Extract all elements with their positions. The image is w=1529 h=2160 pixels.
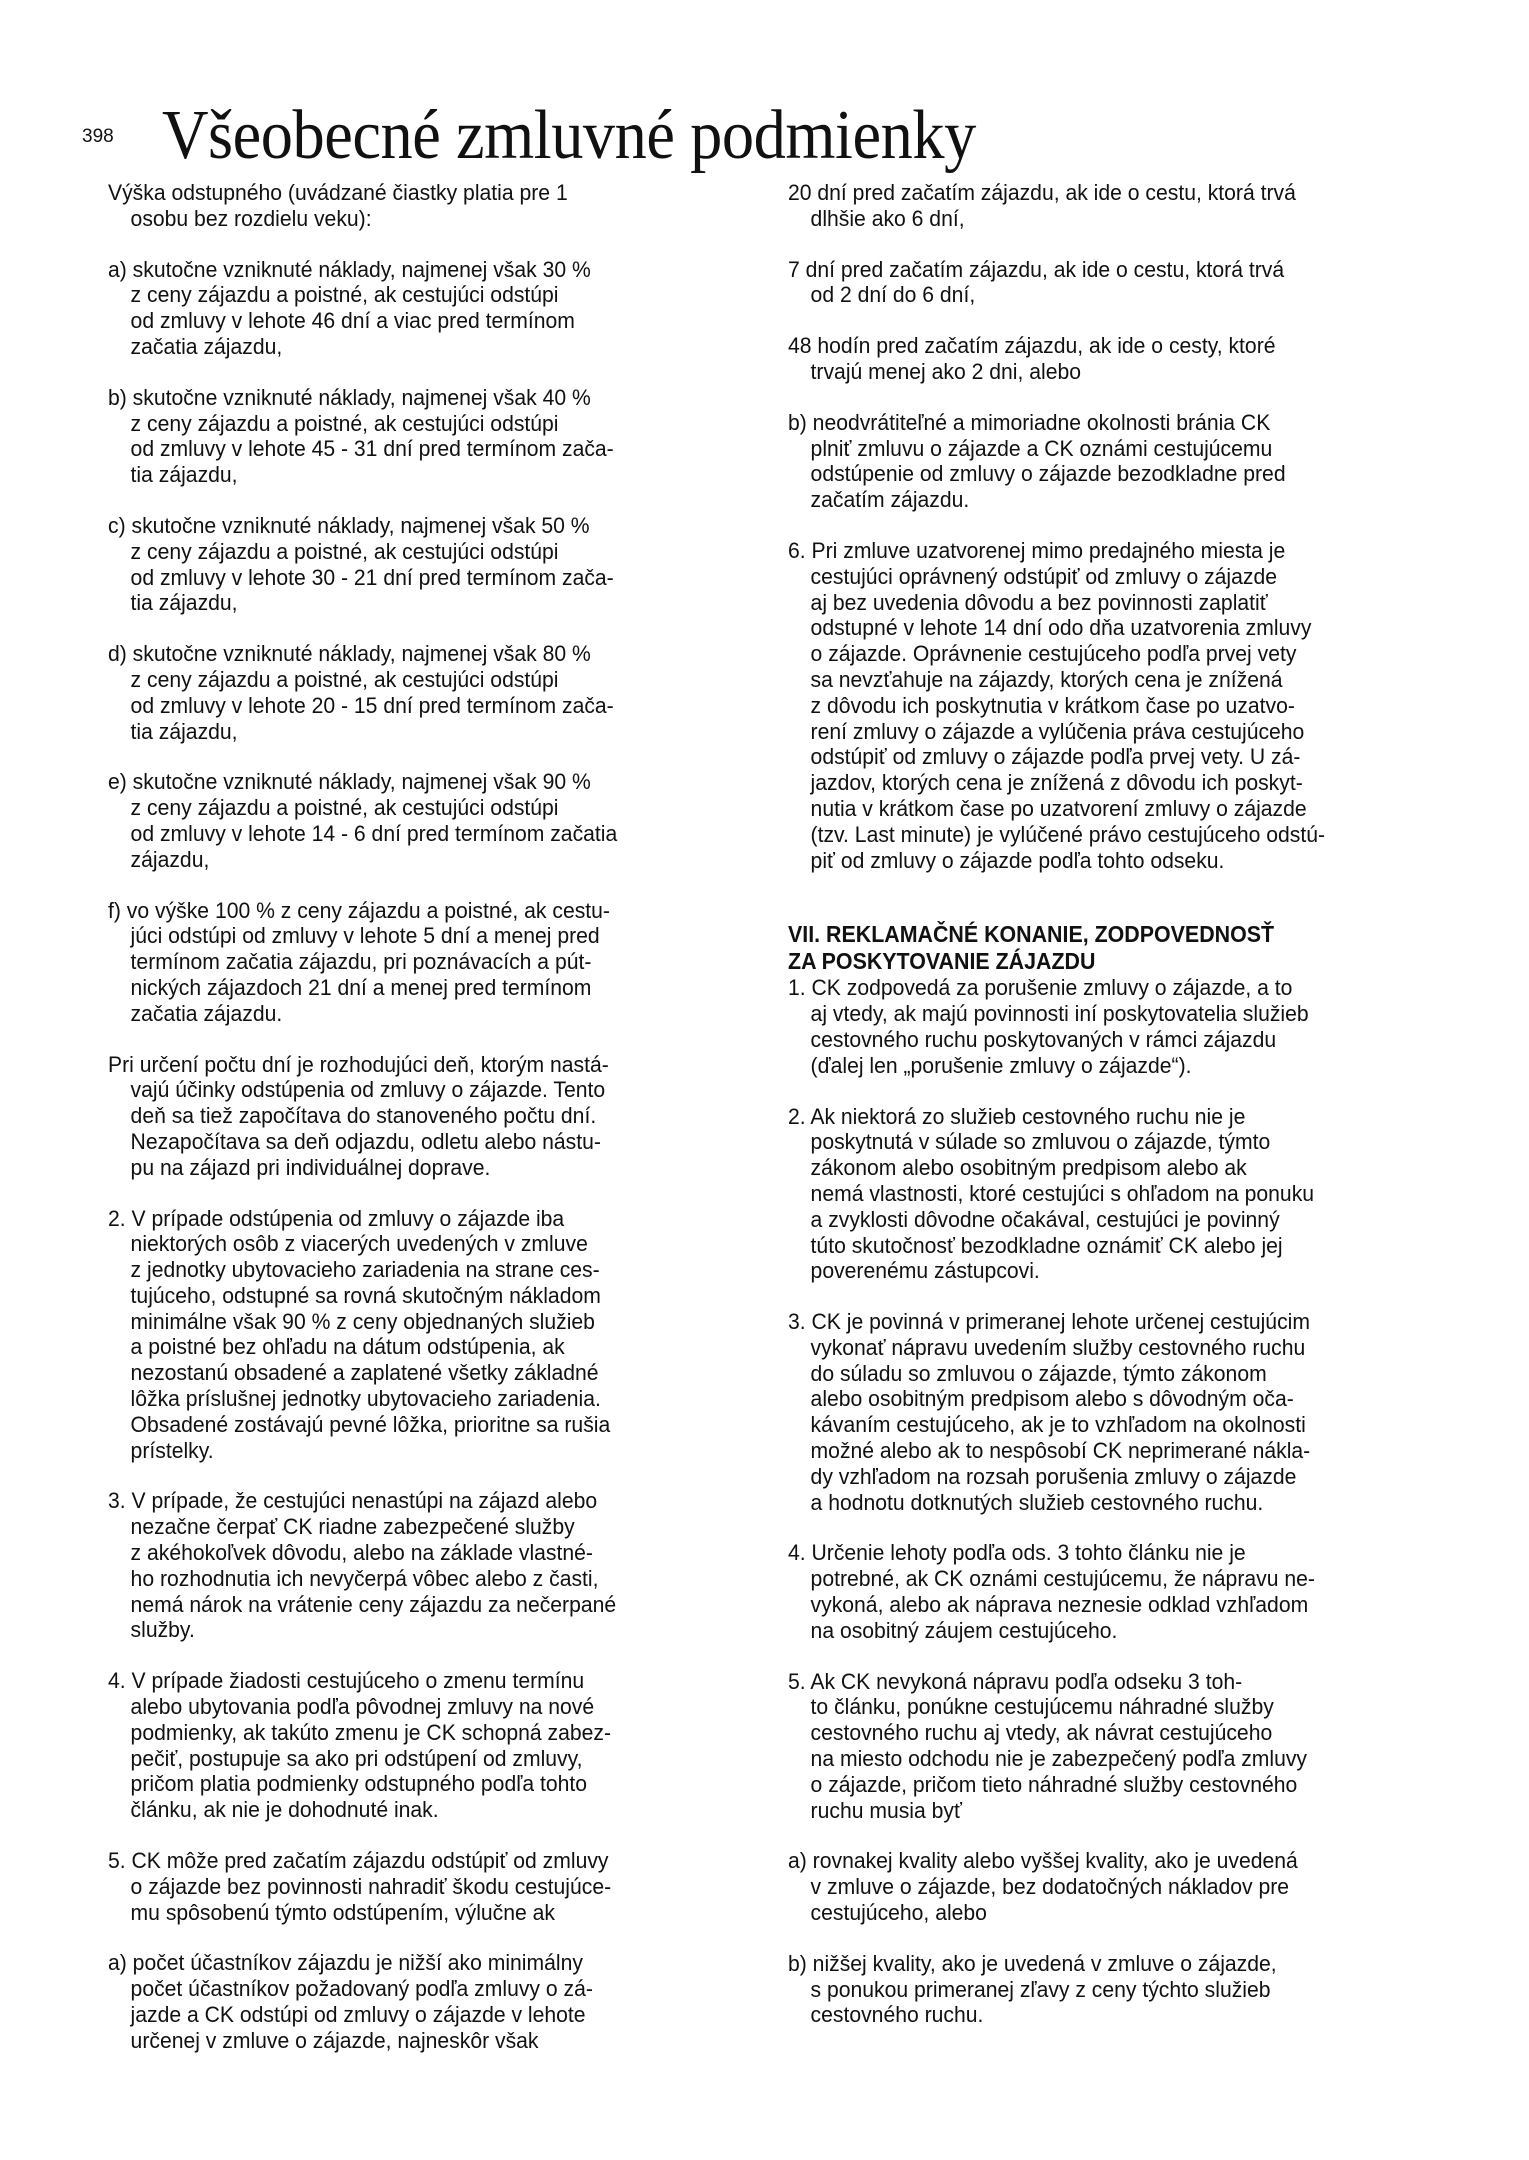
text-line: minimálne však 90 % z ceny objednaných služieb [130, 1308, 595, 1334]
paragraph [788, 975, 1468, 1078]
text-line: osobu bez rozdielu veku): [130, 205, 372, 231]
text-line: nemá nárok na vrátenie ceny zájazdu za nečerpané [130, 1591, 617, 1617]
text-line: a poistné bez ohľadu na dátum odstúpenia, ak [130, 1334, 565, 1360]
text-line: článku, ak nie je dohodnuté inak. [130, 1797, 439, 1823]
text-line: 7 dní pred začatím zájazdu, ak ide o cestu, ktorá trvá [788, 256, 1285, 282]
paragraph [108, 513, 788, 616]
text-line: 4. V prípade žiadosti cestujúceho o zmenu termínu [108, 1668, 585, 1694]
text-line: v zmluve o zájazde, bez dodatočných nákladov pre [810, 1874, 1290, 1900]
paragraph [108, 1206, 788, 1464]
text-line: jazdov, ktorých cena je znížená z dôvodu ich poskyt- [810, 770, 1303, 796]
text-line: kávaním cestujúceho, ak je to vzhľadom na okolnosti [810, 1412, 1306, 1438]
text-line: 2. V prípade odstúpenia od zmluvy o zájazde iba [108, 1205, 565, 1231]
text-line: potrebné, ak CK oznámi cestujúcemu, že nápravu ne- [810, 1566, 1315, 1592]
text-line: z ceny zájazdu a poistné, ak cestujúci odstúpi [130, 282, 559, 308]
paragraph [108, 180, 788, 232]
text-line: z ceny zájazdu a poistné, ak cestujúci odstúpi [130, 538, 559, 564]
text-line: rení zmluvy o zájazde a vylúčenia práva cestujúceho [810, 718, 1305, 744]
text-line: ho rozhodnutia ich nevyčerpá vôbec alebo z časti, [130, 1565, 599, 1591]
text-line: júci odstúpi od zmluvy v lehote 5 dní a menej pred [130, 923, 600, 949]
text-line: to článku, ponúkne cestujúcemu náhradné služby [810, 1694, 1274, 1720]
page-number: 398 [82, 126, 114, 147]
text-line: Nezapočítava sa deň odjazdu, odletu alebo nástu- [130, 1128, 601, 1154]
text-line: z ceny zájazdu a poistné, ak cestujúci odstúpi [130, 666, 559, 692]
paragraph [788, 1951, 1468, 2028]
text-line: 4. Určenie lehoty podľa ods. 3 tohto článku nie je [788, 1540, 1246, 1566]
text-line: počet účastníkov požadovaný podľa zmluvy o zá- [130, 1976, 593, 2002]
text-line: ruchu musia byť [810, 1797, 962, 1823]
text-line: dlhšie ako 6 dní, [810, 205, 965, 231]
text-line: vykoná, alebo ak náprava neznesie odklad vzhľadom [810, 1592, 1309, 1618]
text-line: prístelky. [130, 1437, 214, 1463]
text-line: (tzv. Last minute) je vylúčené právo cestujúceho odstú- [810, 821, 1326, 847]
text-line: zákonom alebo osobitným predpisom alebo ak [810, 1155, 1247, 1181]
text-line: a) rovnakej kvality alebo vyššej kvality, ako je uvedená [788, 1848, 1298, 1874]
text-line: alebo ubytovania podľa pôvodnej zmluvy na nové [130, 1694, 595, 1720]
text-line: zájazdu, [130, 846, 210, 872]
paragraph [108, 1848, 788, 1925]
paragraph [108, 1950, 788, 2053]
text-line: od 2 dní do 6 dní, [810, 282, 976, 308]
text-line: VII. REKLAMAČNÉ KONANIE, ZODPOVEDNOSŤ [788, 921, 1275, 948]
text-line: cestovného ruchu poskytovaných v rámci zájazdu [810, 1026, 1277, 1052]
text-line: služby. [130, 1617, 195, 1643]
text-line: túto skutočnosť bezodkladne oznámiť CK alebo jej [810, 1232, 1283, 1258]
paragraph [108, 1668, 788, 1823]
paragraph [788, 333, 1468, 385]
text-line: trvajú menej ako 2 dni, alebo [810, 358, 1081, 384]
text-line: lôžka príslušnej jednotky ubytovacieho zariadenia. [130, 1386, 601, 1412]
text-line: 5. Ak CK nevykoná nápravu podľa odseku 3 toh- [788, 1668, 1243, 1694]
text-line: z dôvodu ich poskytnutia v krátkom čase po uzatvo- [810, 692, 1295, 718]
text-line: b) nižšej kvality, ako je uvedená v zmluve o zájazde, [788, 1950, 1277, 1976]
text-line: cestujúci oprávnený odstúpiť od zmluvy o zájazde [810, 563, 1278, 589]
text-line: od zmluvy v lehote 45 - 31 dní pred termínom zača- [130, 436, 614, 462]
text-line: cestovného ruchu. [810, 2002, 984, 2028]
paragraph [108, 257, 788, 360]
text-line: f) vo výške 100 % z ceny zájazdu a poistné, ak cestu- [108, 897, 610, 923]
text-line: a hodnotu dotknutých služieb cestovného ruchu. [810, 1489, 1264, 1515]
text-line: poskytnutá v súlade so zmluvou o zájazde, týmto [810, 1129, 1271, 1155]
text-line: od zmluvy v lehote 30 - 21 dní pred termínom zača- [130, 564, 614, 590]
paragraph [108, 1488, 788, 1643]
text-line: 6. Pri zmluve uzatvorenej mimo predajného miesta je [788, 537, 1286, 563]
paragraph [108, 898, 788, 1027]
paragraph [788, 410, 1468, 513]
text-line: a) počet účastníkov zájazdu je nižší ako minimálny [108, 1950, 583, 1976]
text-line: b) skutočne vzniknuté náklady, najmenej však 40 % [108, 384, 591, 410]
text-line: určenej v zmluve o zájazde, najneskôr však [130, 2027, 539, 2053]
text-line: e) skutočne vzniknuté náklady, najmenej však 90 % [108, 769, 591, 795]
paragraph [788, 1669, 1468, 1824]
text-line: vykonať nápravu uvedením služby cestovného ruchu [810, 1334, 1306, 1360]
paragraph [108, 385, 788, 488]
text-line: c) skutočne vzniknuté náklady, najmenej však 50 % [108, 512, 590, 538]
paragraph [788, 1309, 1468, 1515]
text-line: od zmluvy v lehote 14 - 6 dní pred termínom začatia [130, 820, 618, 846]
text-line: z jednotky ubytovacieho zariadenia na strane ces- [130, 1257, 600, 1283]
text-line: 3. CK je povinná v primeranej lehote určenej cestujúcim [788, 1309, 1310, 1335]
text-line: z ceny zájazdu a poistné, ak cestujúci odstúpi [130, 795, 559, 821]
text-line: 2. Ak niektorá zo služieb cestovného ruchu nie je [788, 1103, 1246, 1129]
page-title: Všeobecné zmluvné podmienky [162, 97, 976, 174]
text-line: alebo osobitným predpisom alebo s dôvodným oča- [810, 1386, 1294, 1412]
text-line: tia zájazdu, [130, 590, 238, 616]
paragraph [108, 1052, 788, 1181]
text-line: začatím zájazdu. [810, 487, 970, 513]
text-line: nutia v krátkom čase po uzatvorení zmluvy o zájazde [810, 795, 1307, 821]
text-line: nezostanú obsadené a zaplatené všetky základné [130, 1360, 599, 1386]
paragraph [788, 1540, 1468, 1643]
text-line: Obsadené zostávajú pevné lôžka, prioritne sa rušia [130, 1411, 611, 1437]
text-line: Pri určení počtu dní je rozhodujúci deň, ktorým nastá- [108, 1051, 609, 1077]
text-line: a zvyklosti dôvodne očakával, cestujúci je povinný [810, 1206, 1280, 1232]
text-line: o zájazde bez povinnosti nahradiť škodu cestujúce- [130, 1873, 612, 1899]
text-line: začatia zájazdu, [130, 333, 283, 359]
text-line: odstúpenie od zmluvy o zájazde bezodkladne pred [810, 461, 1286, 487]
text-line: o zájazde. Oprávnenie cestujúceho podľa prvej vety [810, 641, 1297, 667]
paragraph [788, 180, 1468, 232]
text-line: možné alebo ak to nespôsobí CK neprimerané nákla- [810, 1438, 1311, 1464]
text-line: 48 hodín pred začatím zájazdu, ak ide o cesty, ktoré [788, 333, 1276, 359]
paragraph [788, 257, 1468, 309]
text-line: 5. CK môže pred začatím zájazdu odstúpiť od zmluvy [108, 1848, 609, 1874]
text-line: na osobitný záujem cestujúceho. [810, 1617, 1118, 1643]
right-column [788, 180, 1468, 2053]
text-line: aj bez uvedenia dôvodu a bez povinnosti zaplatiť [810, 589, 1268, 615]
text-line: cestujúceho, alebo [810, 1900, 987, 1926]
text-line: 1. CK zodpovedá za porušenie zmluvy o zájazde, a to [788, 975, 1293, 1001]
text-line: na miesto odchodu nie je zabezpečený podľa zmluvy [810, 1746, 1308, 1772]
text-line: termínom začatia zájazdu, pri poznávacích a pút- [130, 949, 592, 975]
text-line: tia zájazdu, [130, 718, 238, 744]
text-line: ZA POSKYTOVANIE ZÁJAZDU [788, 948, 1096, 975]
text-line: odstúpiť od zmluvy o zájazde podľa prvej vety. U zá- [810, 744, 1301, 770]
text-line: b) neodvrátiteľné a mimoriadne okolnosti bránia CK [788, 409, 1271, 435]
text-line: pečiť, postupuje sa ako pri odstúpení od zmluvy, [130, 1745, 583, 1771]
text-line: tia zájazdu, [130, 462, 238, 488]
text-line: Výška odstupného (uvádzané čiastky platia pre 1 [108, 180, 568, 205]
text-line: nemá vlastnosti, ktoré cestujúci s ohľadom na ponuku [810, 1180, 1315, 1206]
text-line: a) skutočne vzniknuté náklady, najmenej však 30 % [108, 256, 591, 282]
text-line: pu na zájazd pri individuálnej doprave. [130, 1154, 491, 1180]
paragraph [788, 1848, 1468, 1925]
text-line: mu spôsobenú týmto odstúpením, výlučne ak [130, 1899, 555, 1925]
text-line: nezačne čerpať CK riadne zabezpečené služby [130, 1514, 575, 1540]
text-line: do súladu so zmluvou o zájazde, týmto zákonom [810, 1360, 1267, 1386]
text-line: začatia zájazdu. [130, 1000, 283, 1026]
text-line: odstupné v lehote 14 dní odo dňa uzatvorenia zmluvy [810, 615, 1312, 641]
text-line: z akéhokoľvek dôvodu, alebo na základe vlastné- [130, 1540, 593, 1566]
left-column [108, 180, 788, 2079]
text-line: (ďalej len „porušenie zmluvy o zájazde“). [810, 1052, 1192, 1078]
paragraph [108, 641, 788, 744]
text-line: nických zájazdoch 21 dní a menej pred termínom [130, 974, 592, 1000]
text-line: d) skutočne vzniknuté náklady, najmenej však 80 % [108, 641, 591, 667]
paragraph [788, 1104, 1468, 1285]
text-line: jazde a CK odstúpi od zmluvy o zájazde v lehote [130, 2002, 586, 2028]
paragraph [108, 769, 788, 872]
text-line: 3. V prípade, že cestujúci nenastúpi na zájazd alebo [108, 1488, 598, 1514]
text-line: od zmluvy v lehote 20 - 15 dní pred termínom zača- [130, 692, 614, 718]
text-line: poverenému zástupcovi. [810, 1258, 1040, 1284]
text-line: pričom platia podmienky odstupného podľa tohto [130, 1771, 588, 1797]
text-line: piť od zmluvy o zájazde podľa tohto odseku. [810, 847, 1225, 873]
text-line: dy vzhľadom na rozsah porušenia zmluvy o zájazde [810, 1463, 1297, 1489]
text-line: 20 dní pred začatím zájazdu, ak ide o cestu, ktorá trvá [788, 180, 1296, 205]
text-line: deň sa tiež započítava do stanoveného počtu dní. [130, 1103, 597, 1129]
text-line: podmienky, ak takúto zmenu je CK schopná zabez- [130, 1719, 612, 1745]
text-line: o zájazde, pričom tieto náhradné služby cestovného [810, 1771, 1298, 1797]
section-heading [788, 921, 1468, 975]
text-line: plniť zmluvu o zájazde a CK oznámi cestujúcemu [810, 435, 1273, 461]
paragraph [788, 538, 1468, 873]
text-line: tujúceho, odstupné sa rovná skutočným nákladom [130, 1282, 601, 1308]
text-line: cestovného ruchu aj vtedy, ak návrat cestujúceho [810, 1720, 1273, 1746]
text-line: sa nevzťahuje na zájazdy, ktorých cena je znížená [810, 666, 1283, 692]
text-line: aj vtedy, ak majú povinnosti iní poskytovatelia služieb [810, 1001, 1309, 1027]
text-line: od zmluvy v lehote 46 dní a viac pred termínom [130, 308, 575, 334]
text-line: s ponukou primeranej zľavy z ceny týchto služieb [810, 1976, 1271, 2002]
text-line: vajú účinky odstúpenia od zmluvy o zájazde. Tento [130, 1077, 606, 1103]
text-line: z ceny zájazdu a poistné, ak cestujúci odstúpi [130, 410, 559, 436]
text-line: niektorých osôb z viacerých uvedených v zmluve [130, 1231, 588, 1257]
